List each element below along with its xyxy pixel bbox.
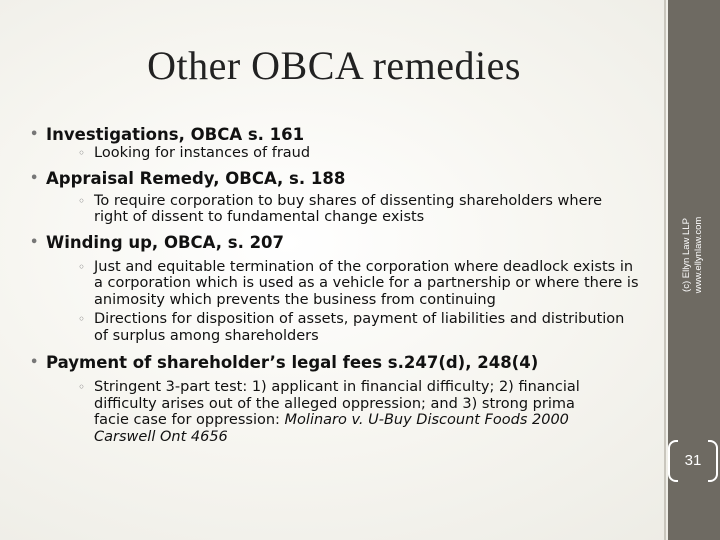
heading-investigations: Investigations, OBCA s. 161 [46, 125, 305, 144]
bullet-icon: • [30, 170, 39, 186]
sub-bullet-icon: ◦ [78, 146, 86, 160]
sub-bullet-icon: ◦ [78, 259, 86, 274]
page-number: 31 [684, 452, 702, 469]
bullet-icon: • [30, 355, 39, 370]
sub-bullet-icon: ◦ [78, 193, 86, 208]
bullet-appraisal [30, 168, 640, 226]
copyright-line: (c) Ellyn Law LLP [681, 218, 692, 292]
slide-content [30, 124, 640, 445]
sub-item-text: Directions for disposition of assets, payment of liabilities and distribution of surplus among shareholders [94, 311, 625, 344]
bullet-legal-fees [30, 352, 640, 445]
heading-appraisal: Appraisal Remedy, OBCA, s. 188 [46, 168, 346, 188]
page-number-badge [666, 440, 720, 484]
bullet-icon: • [30, 127, 39, 142]
sub-item-text: Just and equitable termination of the corporation where deadlock exists in a corporation which is used as a vehicle for a partnership or where there is animosity which prevents the business from continuing [94, 258, 639, 308]
heading-winding-up: Winding up, OBCA, s. 207 [46, 232, 285, 252]
bullet-icon: • [30, 234, 39, 250]
sub-bullet-icon: ◦ [78, 312, 86, 326]
case-citation: Molinaro v. U-Buy Discount Foods 2000 Carswell Ont 4656 [94, 412, 569, 445]
sub-item-text: Stringent 3-part test: 1) applicant in financial difficulty; 2) financial difficulty arises out of the alleged oppression; and 3) strong prima facie case for oppression: [94, 379, 580, 428]
website-line: www.ellynlaw.com [693, 216, 704, 294]
slide-title: Other OBCA remedies [147, 43, 521, 88]
bullet-investigations [30, 124, 640, 162]
bullet-winding-up [30, 232, 640, 345]
sub-item-text: To require corporation to buy shares of dissenting shareholders where right of dissent to fundamental change exists [94, 192, 603, 225]
heading-legal-fees: Payment of shareholder’s legal fees s.247(d), 248(4) [46, 353, 539, 372]
sub-item-text: Looking for instances of fraud [94, 145, 311, 161]
sub-bullet-icon: ◦ [78, 380, 86, 394]
